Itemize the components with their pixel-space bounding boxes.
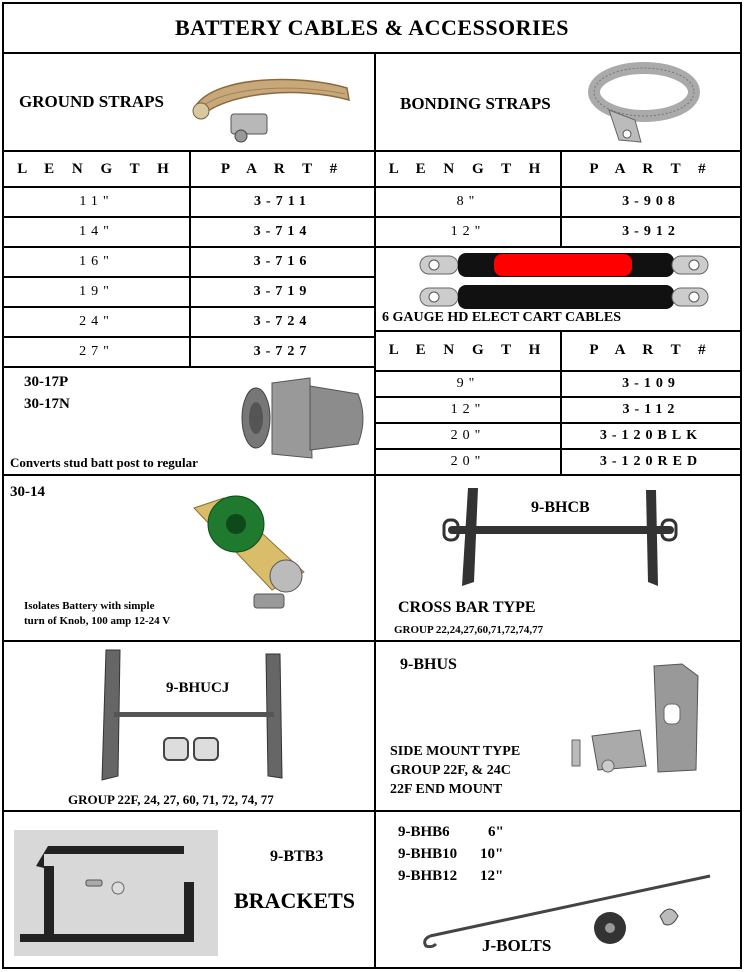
ground-part-4: 3-719	[253, 284, 312, 299]
bonding-part-2: 3-912	[622, 224, 680, 239]
cart-length-4: 20"	[450, 454, 486, 469]
hold-down-jbolt-image	[100, 646, 286, 786]
ground-part-1: 3-711	[254, 194, 311, 209]
jbolt-part-3: 9-BHB12	[398, 868, 458, 884]
ground-part-3: 3-716	[253, 254, 312, 269]
bonding-part-1: 3-908	[622, 194, 680, 209]
bhucj-part: 9-BHUCJ	[166, 680, 230, 696]
bhucj-groups: GROUP 22F, 24, 27, 60, 71, 72, 74, 77	[68, 792, 274, 807]
cart-part-1: 3-109	[622, 376, 680, 391]
disconnect-part: 30-14	[10, 484, 45, 500]
ground-length-4: 19"	[79, 284, 114, 299]
adapter-part-2: 30-17N	[24, 396, 70, 412]
disconnect-desc-2: turn of Knob, 100 amp 12-24 V	[24, 615, 171, 627]
bonding-length-1: 8"	[456, 194, 480, 209]
divider	[4, 52, 740, 54]
crossbar-type: CROSS BAR TYPE	[398, 599, 536, 616]
side-mount-image	[564, 660, 704, 780]
jbolts-label: J-BOLTS	[482, 936, 552, 955]
bonding-length-2: 12"	[450, 224, 486, 239]
jbolt-size-1: 6"	[488, 824, 504, 840]
crossbar-part: 9-BHCB	[531, 499, 590, 516]
cart-length-1: 9"	[456, 376, 480, 391]
ground-part-header: P A R T #	[220, 160, 345, 177]
jbolt-size-3: 12"	[480, 868, 504, 884]
cart-part-2: 3-112	[622, 402, 680, 417]
bonding-length-header: L E N G T H	[388, 160, 548, 177]
jbolt-part-2: 9-BHB10	[398, 846, 458, 862]
adapter-part-1: 30-17P	[24, 374, 69, 390]
jbolt-size-2: 10"	[480, 846, 504, 862]
ground-length-1: 11"	[79, 194, 114, 209]
page-title: BATTERY CABLES & ACCESSORIES	[174, 15, 570, 40]
terminal-adapter-image	[232, 368, 372, 468]
ground-part-5: 3-724	[253, 314, 312, 329]
jbolt-part-1: 9-BHB6	[398, 824, 450, 840]
cart-length-2: 12"	[450, 402, 486, 417]
cart-length-header: L E N G T H	[388, 341, 548, 358]
ground-length-2: 14"	[79, 224, 114, 239]
ground-straps-label: GROUND STRAPS	[19, 92, 164, 111]
catalog-page	[2, 2, 742, 969]
btb3-label: BRACKETS	[234, 888, 356, 913]
ground-length-3: 16"	[79, 254, 114, 269]
bonding-part-header: P A R T #	[589, 160, 713, 177]
cart-length-3: 20"	[450, 428, 486, 443]
bhus-line-1: SIDE MOUNT TYPE	[390, 744, 521, 759]
bonding-straps-label: BONDING STRAPS	[400, 94, 551, 113]
cart-cables-label: 6 GAUGE HD ELECT CART CABLES	[382, 310, 621, 325]
cart-part-header: P A R T #	[589, 341, 713, 358]
bonding-strap-image	[589, 60, 699, 150]
ground-part-2: 3-714	[253, 224, 312, 239]
ground-part-6: 3-727	[253, 344, 312, 359]
bhus-part: 9-BHUS	[400, 656, 457, 673]
bhus-line-2: GROUP 22F, & 24C	[390, 763, 511, 778]
disconnect-desc-1: Isolates Battery with simple	[24, 600, 155, 612]
bhus-line-3: 22F END MOUNT	[390, 782, 503, 797]
cart-part-3: 3-120BLK	[599, 428, 703, 443]
btb3-part: 9-BTB3	[270, 848, 324, 865]
ground-strap-image	[189, 66, 354, 148]
bracket-image	[14, 830, 218, 956]
ground-length-5: 24"	[79, 314, 114, 329]
ground-length-6: 27"	[79, 344, 114, 359]
crossbar-groups: GROUP 22,24,27,60,71,72,74,77	[394, 624, 544, 636]
battery-disconnect-image	[184, 490, 324, 618]
jbolt-image	[420, 866, 720, 956]
adapter-description: Converts stud batt post to regular	[10, 455, 198, 470]
ground-length-header: L E N G T H	[17, 160, 176, 177]
brackets-photo	[14, 830, 218, 956]
cart-part-4: 3-120RED	[599, 454, 703, 469]
